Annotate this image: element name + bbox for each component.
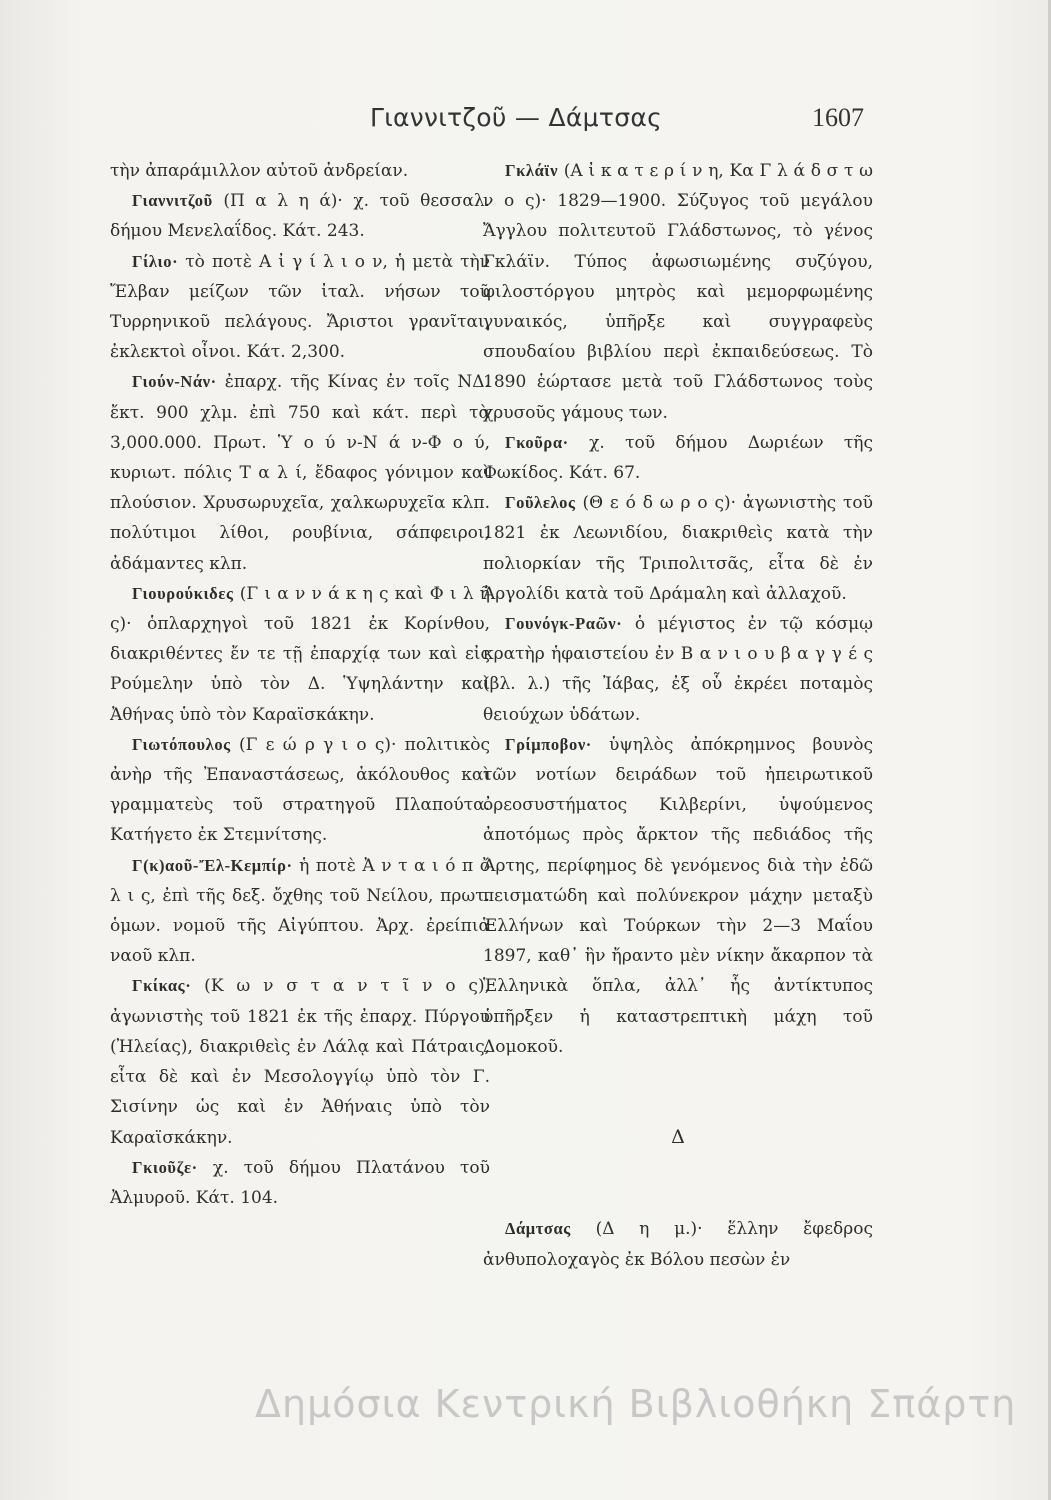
- entry-headword: Γ(κ)αοῦ-Ἔλ-Κεμπίρ·: [132, 855, 293, 875]
- entry-headword: Δάμτσας: [505, 1219, 571, 1239]
- entry-text: ἐπαρχ. τῆς Κίνας ἐν τοῖς ΝΔ. ἔκτ. 900 χλμ. ἐπὶ 750 καὶ κάτ. περὶ τὰ 3,000.000. Πρωτ. Ὑ ο ύ ν-Ν ά ν-Φ ο ύ, κυριωτ. πόλις Τ α λ ί, ἔδαφος γόνιμον καὶ πλούσιον. Χρυσωρυχεῖα, χαλκωρυχεῖα κλπ. πολύτιμοι λίθοι, ρουβίνια, σάπφειροι, ἀδάμαντες κλπ.: [110, 372, 490, 574]
- entry: [483, 1214, 873, 1274]
- entry-headword: Γουνόγκ-Ραῶν·: [505, 614, 623, 634]
- entry-text: τὸ ποτὲ Α ἰ γ ί λ ι ο ν, ἡ μετὰ τὴν Ἔλβαν μείζων τῶν ἰταλ. νήσων τοῦ Τυρρηνικοῦ πελάγους. Ἄριστοι γρανῖται, ἐκλεκτοὶ οἶνοι. Κάτ. 2,300.: [110, 251, 490, 363]
- entry: [483, 488, 873, 609]
- entry: [110, 851, 490, 972]
- running-header: [0, 103, 1051, 143]
- entry-text: (Π α λ η ά)· χ. τοῦ θεσσαλ. δήμου Μενελαΐδος. Κάτ. 243.: [110, 191, 490, 242]
- section-letter: Δ: [671, 1126, 685, 1149]
- entry-headword: Γκοῦρα·: [505, 432, 569, 452]
- entry-text: ὁ μέγιστος ἐν τῷ κόσμῳ κρατὴρ ἡφαιστείου ἐν Β α ν ι ο υ β α γ γ έ ς (βλ. λ.) τῆς Ἰάβας, ἐξ οὗ ἐκρέει ποταμὸς θειούχων ὑδάτων.: [483, 614, 873, 725]
- entry-headword: Γκλάϊν: [505, 161, 559, 180]
- entry: [483, 609, 873, 730]
- entry: τὴν ἀπαράμιλλον αὐτοῦ ἀνδρείαν.: [110, 161, 409, 181]
- entry-headword: Γίλιο·: [132, 251, 179, 271]
- entry: [110, 730, 490, 851]
- entry: [110, 186, 490, 246]
- entry-text: (Γ ι α ν ν ά κ η ς καὶ Φ ι λ ῆ ς)· ὁπλαρχηγοὶ τοῦ 1821 ἐκ Κορίνθου, διακριθέντες ἔν τε τῇ ἐπαρχίᾳ των καὶ εἰς Ρούμελην ὑπὸ τὸν Δ. Ὑψηλάντην καὶ Ἀθήνας ὑπὸ τὸν Καραϊσκάκην.: [110, 583, 490, 725]
- entry-text: (Γ ε ώ ρ γ ι ο ς)· πολιτικὸς ἀνὴρ τῆς Ἐπαναστάσεως, ἀκόλουθος καὶ γραμματεὺς τοῦ στρατηγοῦ Πλαπούτα. Κατήγετο ἐκ Στεμνίτσης.: [110, 734, 490, 846]
- entry-text: χ. τοῦ δήμου Πλατάνου τοῦ Ἀλμυροῦ. Κάτ. 104.: [110, 1157, 490, 1208]
- entry-text: (Α ἰ κ α τ ε ρ ί ν η, Κα Γ λ ά δ σ τ ω ν ο ς)· 1829—1900. Σύζυγος τοῦ μεγάλου Ἄγγλου πολιτευτοῦ Γλάδστωνος, τὸ γένος Γκλάϊν. Τύπος ἀφωσιωμένης συζύγου, φιλοστόργου μητρὸς καὶ μεμορφωμένης γυναικός, ὑπῆρξε καὶ συγγραφεὺς σπουδαίου βιβλίου περὶ ἐκπαιδεύσεως. Τὸ 1890 ἑώρτασε μετὰ τοῦ Γλάδστωνος τοὺς χρυσοῦς γάμους των.: [483, 161, 873, 423]
- entry-text: ἡ ποτὲ Ἀ ν τ α ι ό π ο λ ι ς, ἐπὶ τῆς δεξ. ὄχθης τοῦ Νείλου, πρωτ. ὁμων. νομοῦ τῆς Αἰγύπτου. Ἀρχ. ἐρείπια ναοῦ κλπ.: [110, 855, 490, 967]
- entry: [110, 1153, 490, 1213]
- library-watermark: Δημόσια Κεντρική Βιβλιοθήκη Σπάρτη: [255, 1382, 1017, 1426]
- entry: [110, 971, 490, 1152]
- entry-text: (Δ η μ.)· ἕλλην ἔφεδρος ἀνθυπολοχαγὸς ἐκ Βόλου πεσὼν ἐν: [483, 1219, 873, 1270]
- entry: [110, 367, 490, 578]
- entry: [110, 579, 490, 730]
- entry-headword: Γρίμποβον·: [505, 734, 592, 754]
- entry: [110, 247, 490, 368]
- entry: [483, 730, 873, 1062]
- right-column: [483, 156, 873, 1275]
- entry-text: χ. τοῦ δήμου Δωριέων τῆς Φωκίδος. Κάτ. 67.: [483, 432, 873, 484]
- page-number: 1607: [812, 103, 864, 132]
- entry-headword: Γιουρούκιδες: [132, 583, 234, 603]
- left-column: [110, 156, 490, 1213]
- entry: [483, 156, 873, 428]
- entry-text: (Θ ε ό δ ω ρ ο ς)· ἀγωνιστὴς τοῦ 1821 ἐκ Λεωνιδίου, διακριθεὶς κατὰ τὴν πολιορκίαν τῆς Τριπολιτσᾶς, εἶτα δὲ ἐν Ἀργολίδι κατὰ τοῦ Δράμαλη καὶ ἀλλαχοῦ.: [483, 493, 873, 604]
- entry: [483, 428, 873, 488]
- entry-headword: Γκίκας·: [132, 976, 192, 996]
- entry-headword: Γιωτόπουλος: [132, 734, 231, 754]
- header-title: Γιαννιτζοῦ — Δάμτσας: [370, 103, 663, 132]
- entry-headword: Γιαννιτζοῦ: [132, 191, 213, 211]
- entry-text: (Κ ω ν σ τ α ν τ ῖ ν ο ς), ἀγωνιστὴς τοῦ 1821 ἐκ τῆς ἐπαρχ. Πύργου (Ἠλείας), διακριθεὶς ἐν Λάλᾳ καὶ Πάτραις, εἶτα δὲ καὶ ἐν Μεσολογγίῳ ὑπὸ τὸν Γ. Σισίνην ὡς καὶ ἐν Ἀθήναις ὑπὸ τὸν Καραϊσκάκην.: [110, 976, 490, 1148]
- entry-headword: Γκιοῦζε·: [132, 1157, 198, 1177]
- entry-headword: Γοῦλελος: [505, 493, 576, 513]
- entry-text: ὑψηλὸς ἀπόκρημνος βουνὸς τῶν νοτίων δειράδων τοῦ ἠπειρωτικοῦ ὀρεοσυστήματος Κιλβερίνι, ὑψούμενος ἀποτόμως πρὸς ἄρκτον τῆς πεδιάδος τῆς Ἄρτης, περίφημος δὲ γενόμενος διὰ τὴν ἐδῶ πεισματώδη καὶ πολύνεκρον μάχην μεταξὺ Ἑλλήνων καὶ Τούρκων τὴν 2—3 Μαΐου 1897, καθ᾽ ἣν ἤραντο μὲν νίκην ἄκαρπον τὰ Ἑλληνικὰ ὅπλα, ἀλλ᾽ ἧς ἀντίκτυπος ὑπῆρξεν ἡ καταστρεπτικὴ μάχη τοῦ Δομοκοῦ.: [483, 734, 873, 1057]
- entry-headword: Γιούν-Νάν·: [132, 372, 217, 392]
